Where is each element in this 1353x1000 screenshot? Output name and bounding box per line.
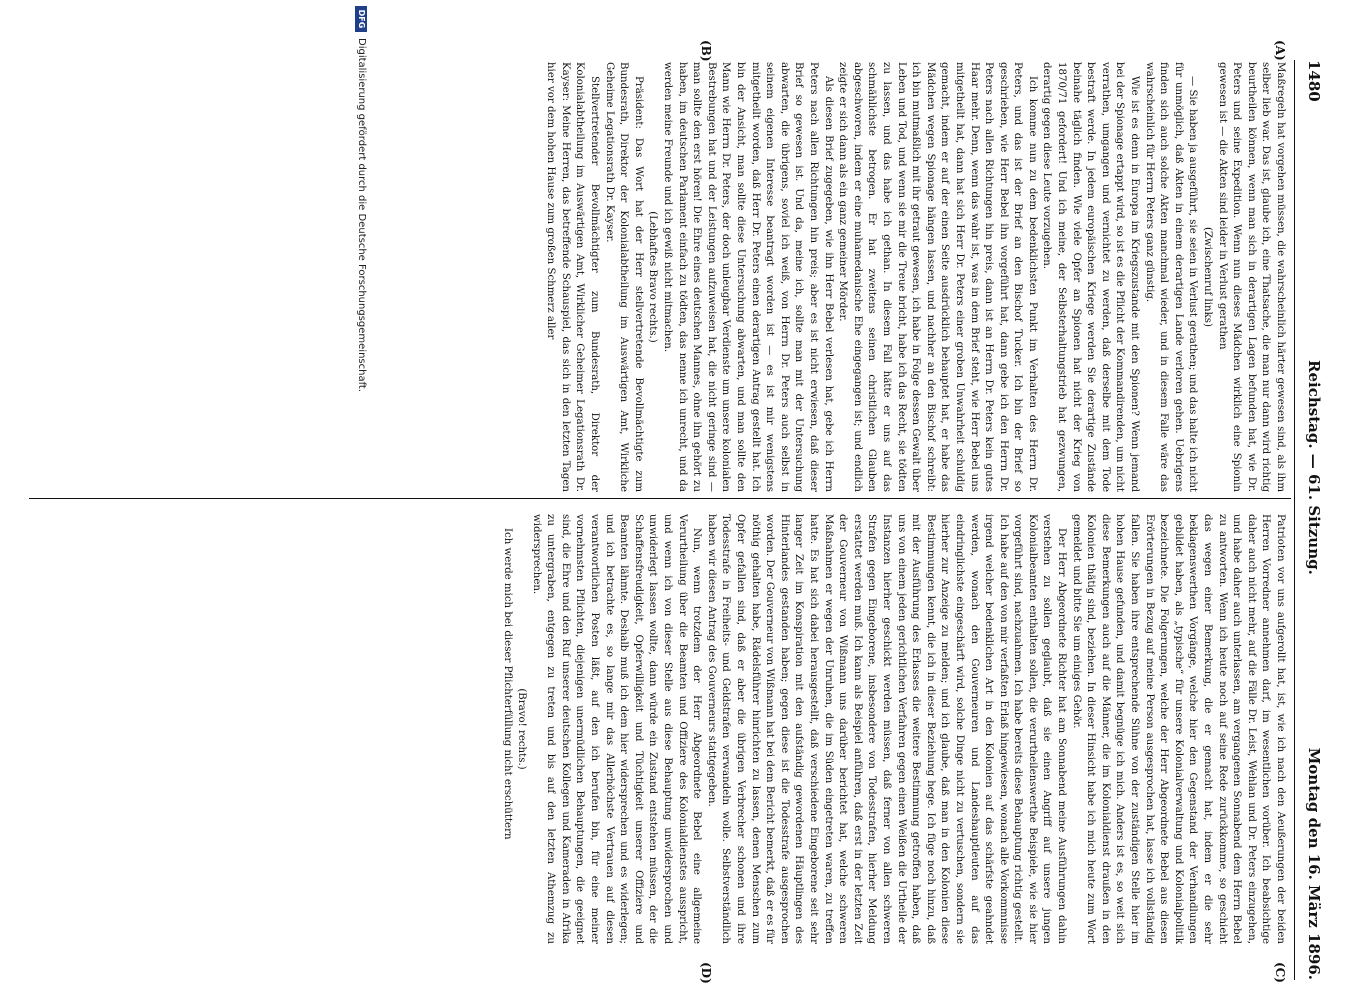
footer-attribution [352,0,368,1000]
paragraph: Der Herr Abgeordnete Richter hat am Sonnabend meine Ausführungen dahin verstehen zu sollen geglaubt, daß sie einen Angriff auf unsere jungen Kolonialbeamten enthalten sollen, die verurtheilenswerthe Beispiele, wie sie hier vorgeführt sind, nachzuahmen. Ich habe bereits diese Behauptung richtig gestellt. Ich habe auf den von mir verfaßten Erlaß hingewiesen, wonach alle Vorkommnisse irgend welcher bedenklichen Art in den Kolonien auf das schärfste geahndet werden, wonach den Gouverneuren und Landeshauptleuten auf das eindringlichste eingeschärft wird, solche Dinge nicht zu vertuschen, sondern sie hierher zur Anzeige zu melden; und ich glaube, daß man in den Kolonien diese Bestimmungen kennt, die ich in dieser Beziehung hege. Ich füge noch hinzu, daß mit der Ausführung des Erlasses die weitere Bestimmung getroffen haben, daß uns von einem jeden gerichtlichen Verfahren gegen einen Weißen die Urtheile der Instanzen hierher geschickt werden müssen, daß ferner von allen schweren Strafen gegen Eingeborene, insbesondere von Todesstrafen, hierher Meldung erstattet werden muß. Ich kann als Beispiel anführen, daß erst in der letzten Zeit der Gouverneur von Wißmann uns darüber berichtet hat, welche schweren Maßnahmen er wegen der Unruhen, die im Süden eingetreten waren, zu treffen hatte. Es hat sich dabei herausgestellt, daß verschiedene Eingeborene seit sehr langer Zeit im Konspiration mit den aufständig gewordenen Häuptlingen des Hinterlandes gestanden haben; gegen diese ist die Todesstrafe ausgesprochen worden. Der Gouverneur von Wißmann hat bei dem Bericht bemerkt, daß er es für nöthig gehalten habe, Rädelsführer hinrichten zu lassen, denen Menschen zum Opfer gefallen sind, daß er aber die übrigen Verbrecher schonen und ihre Todesstrafe in Freiheits- und Geldstrafen verwandeln wolle. Selbstverständlich haben wir diesen Antrag des Gouverneurs stattgegeben. [705,514,1068,944]
margin-marker-a: (A) [1273,40,1287,61]
paragraph: Nun, wenn trotzdem der Herr Abgeordnete Bebel eine allgemeine Verurtheilung über die Beamten und Offiziere des Kolonialdienstes ausspricht, und wenn ich von dieser Stelle aus diese Behauptung unwidersprochen und unwiderlegt lassen wollte, dann würde ein Zustand entstehen müssen, der die Schaffensfreudigkeit, Opferwilligkeit und Tüchtigkeit unserer Offiziere und Beamten lähmte. Deshalb muß ich dem hier widersprechen und es widerlegen; und ich betrachte es, so lange mir das Allerhöchste Vertrauen auf diesen verantwortlichen Posten läßt, auf den ich berufen bin, für eine meiner vornehmsten Pflichten, diejenigen unermüdlichen Behauptungen, die geeignet sind, die Ehre und den Ruf unserer deutschen Kollegen und Kameraden in Afrika zu untergraben, entgegen zu treten und bis auf den letzten Athemzug zu widersprechen. [530,514,703,944]
paragraph: Präsident: Das Wort hat der Herr stellvertretende Bevollmächtigte zum Bundesrath, Direktor der Kolonialabtheilung im Auswärtigen Amt, Wirkliche Geheime Legationsrath Dr. Kayser. [603,62,644,492]
dfg-logo-icon: DFG [355,6,367,32]
header-rule [1294,60,1295,980]
column-divider [29,498,1291,499]
paragraph: Stellvertretender Bevollmächtigter zum Bundesrath, Direktor der Kolonialabtheilung im Auswärtigen Amt, Wirklicher Geheimer Legationsrath Dr. Kayser: Meine Herren, das betreffende Schauspiel, das sich in den letzten Tagen hier vor dem hohen Hause zum großen Schmerz aller [545,62,601,492]
interjection: (Bravo! rechts.) [516,688,528,770]
session-date: Montag den 16. März 1896. [1305,747,1323,980]
paragraph: Maßregeln hat vorgehen müssen, die wahrscheinlich härter gewesen sind, als ihm selber lieb war. Das ist, glaube ich, eine Thatsache, die man nur dann wird richtig beurtheilen können, wenn man sich in derartigen Lagen befunden hat, wie Dr. Peters und seine Expedition. Wenn nun dieses Mädchen wirklich eine Spionin gewesen ist — die Akten sind leider in Verlust gerathen [1216,62,1286,492]
footer-text: Digitalisierung gefördert durch die Deutsche Forschungsgemeinschaft. [356,38,367,393]
interjection: (Zwischenruf links) [1202,226,1214,327]
right-column [29,514,1287,944]
margin-marker-d: (D) [699,962,713,984]
page-number: 1480 [1305,60,1323,102]
session-title: Reichstag. — 61. Sitzung. [1305,360,1323,575]
paragraph: Ich komme nun zu dem bedenklichsten Punkt im Verhalten des Herrn Dr. Peters, und das ist der Brief an den Bischof Tucker. Ich bin der Brief so geschrieben, wie Herr Bebel ihn vorgeführt hat, dann gebe ich den Herrn Dr. Peters nach allen Richtungen hin preis, dann ist an Herrn Dr. Peters kein gutes Haar mehr. Denn, wenn das wahr ist, was in dem Brief steht, wie Herr Bebel uns mitgetheilt hat, dann hat sich Herr Dr. Peters einer groben Unwahrheit schuldig gemacht, indem er auf der einen Seite ausdrücklich behauptet hat, er habe das Mädchen wegen Spionage hängen lassen, und nachher an den Bischof schreibt: ich bin mutmaßlich mit ihr getraut gewesen, ich habe in Folge dessen Gewalt über Leben und Tod, und wenn sie mir die Treue bricht, habe ich das Recht, sie tödten zu lassen, und das habe ich gethan. In diesem Fall hätte er uns auf das schmählichste betrogen. Er hat zweitens seinen christlichen Glauben abgeschworen, indem er eine muhamedanische Ehe eingegangen ist; und endlich zeigte er sich dann als ein ganz gemeiner Mörder. [837,62,1038,492]
paragraph: Patrioten vor uns aufgerollt hat, ist, wie ich nach den Aeußerungen der beiden Herren Vorredner annehmen darf, im wesentlichen vorüber. Ich beabsichtige daher auch nicht mehr, auf die Fälle Dr. Leist, Wehlan und Dr. Peters einzugehen, und habe daher auch unterlassen, am vergangenen Sonnabend dem Herrn Bebel zu antworten. Wenn ich heute noch auf seine Rede zurückkomme, so geschieht das wegen einer Bemerkung, die er gemacht hat, indem er die sehr beklagenswerthen Vorgänge, welche hier den Gegenstand der Verhandlungen gebildet haben, als „typische“ für unsere Kolonialverwaltung und Kolonialpolitik bezeichnete. Die Folgerungen, welche der Herr Abgeordnete Bebel aus diesen Erörterungen in Bezug auf meine Person ausgesprochen hat, lasse ich vollständig fallen. Sie haben ihre entsprechende Sühne von der zuständigen Stelle hier im hohen Hause gefunden, und damit begnüge ich mich. Anders ist es, so weit sich diese Bemerkungen auch auf die Männer, die im Kolonialdienst draußen in den Kolonien thätig sind, beziehen. In dieser Hinsicht habe ich mich heute zum Wort gemeldet und bitte Sie um einiges Gehör. [1070,514,1286,944]
margin-marker-b: (B) [699,40,713,62]
running-header [1301,60,1323,980]
paragraph: Wie ist es denn in Europa im Kriegszustande mit den Spionen? Wenn jemand bei der Spionage ertappt wird, so ist es die Pflicht der Kommandirenden, um nicht verrathen, umgangen und vernichtet zu werden, daß derselbe mit dem Tode bestraft werde. In jedem europäischen Kriege werden Sie derartige Zustände beinahe täglich finden. Wie viele Opfer an Spionen hat nicht der Krieg von 1870/71 gefordert! Und ich meine, der Selbsterhaltungstrieb hat gezwungen, derartig gegen diese Leute vorzugehen. [1041,62,1141,492]
margin-marker-c: (C) [1273,962,1287,983]
paragraph: Ich werde mich bei dieser Pflichterfüllung nicht erschüttern [501,528,513,840]
paragraph: Als diesen Brief zugegeben, wie ihn Herr Bebel verlesen hat, gebe ich Herrn Peters nach allen Richtungen hin preis; aber es ist nicht erwiesen, daß dieser Brief so gewesen ist. Und da, meine ich, sollte man mit der Untersuchung abwarten, die übrigens, soviel ich weiß, von Herrn Dr. Peters auch selbst in seinem eigenen Interesse beantragt worden ist — es ist mir wenigstens mitgetheilt worden, daß Herr Dr. Peters einen derartigen Antrag gestellt hat. Ich bin der Ansicht, man sollte diese Untersuchung abwarten, und man sollte den Mann wie Herrn Dr. Peters, der doch unleugbar Verdienste um unsere kolonialen Bestrebungen hat und der Leistungen aufzuweisen hat, die nicht geringe sind — man sollte den erst hören! Die Ehre eines deutschen Mannes, ohne ihn gehört zu haben, im deutschen Parlament einfach zu tödten, das nenne ich unrecht, und da werden meine Freunde und ich gewiß nicht mitmachen. [662,62,834,492]
paragraph: — Sie haben ja ausgeführt, sie seien in Verlust gerathen; und das halte ich nicht für unmöglich, daß Akten in einem derartigen Lande verloren gehen. Uebrigens finden sich auch solche Akten manchmal wieder, und in diesem Falle wäre das wahrscheinlich für Herrn Peters ganz günstig. [1143,62,1199,492]
left-column [29,62,1287,492]
interjection: (Lebhaftes Bravo rechts.) [647,211,659,343]
